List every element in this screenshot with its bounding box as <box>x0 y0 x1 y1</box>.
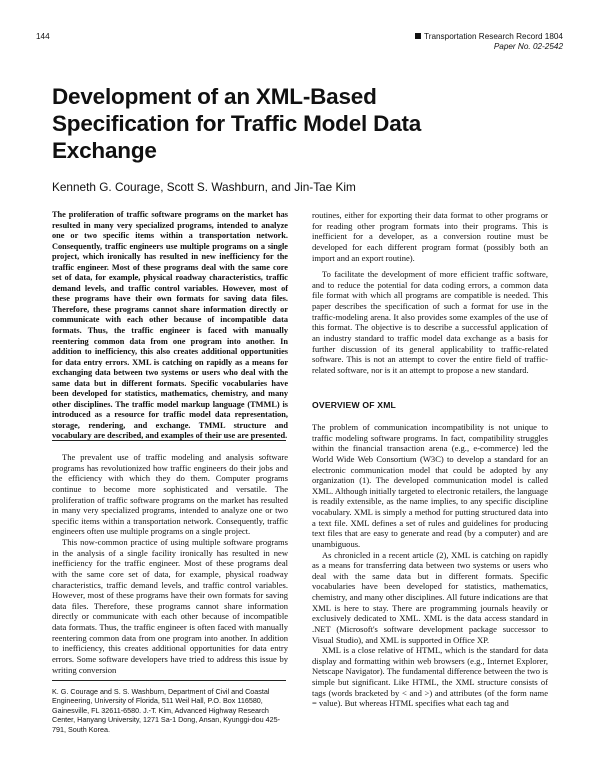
page-number: 144 <box>36 32 50 41</box>
abstract-text: The proliferation of traffic software programs on the market has resulted in many very specialized programs, intended to analyze one or two specific items within a transportation network. Consequently, traffic engineers use multiple programs on a single project, which ironically has resulted in new inefficiency for the traffic engineer. Most of these programs deal with the same core set of data, for example, physical roadway characteristics, traffic demand levels, and traffic control variables. However, most of these programs have their own formats for saving data files. Therefore, these programs cannot share information directly or communicate with each other because of incompatible data formats. Thus, the traffic engineer is faced with manually reentering common data from one program into another. In addition to inefficiency, this also creates additional opportunities for data entry errors. XML is catching on rapidly as a means for exchanging data between two systems or users who deal with the same data but in different formats. Specific vocabularies have been developed for statistics, mathematics, chemistry, and many other disciplines. The traffic model markup language (TMML) is introduced as a resource for traffic model data representation, storage, rendering, and exchange. TMML structure and vocabulary are described, and examples of their use are presented. <box>52 210 288 441</box>
abstract-divider <box>52 440 286 441</box>
author-affiliations-footnote: K. G. Courage and S. S. Washburn, Department of Civil and Coastal Engineering, University of Florida, 511 Weil Hall, P.O. Box 116580, Gainesville, FL 32611-6580. J.-T. Kim, Advanced Highway Research Center, Hanyang University, 1271 Sa-1 Dong, Ansan, Kyunggi-dou 425-791, South Korea. <box>52 687 281 734</box>
section-heading: OVERVIEW OF XML <box>312 400 397 410</box>
journal-line <box>415 32 563 42</box>
left-column-body <box>52 452 288 675</box>
paper-number: Paper No. 02-2542 <box>493 41 563 51</box>
journal-name: Transportation Research Record 1804 <box>424 32 563 41</box>
paper-authors: Kenneth G. Courage, Scott S. Washburn, and Jin-Tae Kim <box>52 180 356 194</box>
right-column-top <box>312 210 548 375</box>
body-paragraph: XML is a close relative of HTML, which is the standard for data display and formatting within web browsers (e.g., Internet Explorer, Netscape Navigator). The fundamental difference between the two is simple but significant. Like HTML, the XML structure consists of tags (words bracketed by < and >) and attributes (of the form name = value). But whereas HTML specifies what each tag and <box>312 645 548 709</box>
body-paragraph: This now-common practice of using multiple software programs in the analysis of a single facility ironically has resulted in new inefficiency for the traffic engineer. Most of these programs deal with the same core set of data, for example, physical roadway characteristics, traffic demand levels, and traffic control variables. However, most of these programs have their own formats for saving data files. Therefore, these programs cannot share information directly or communicate with each other because of incompatible data formats. Thus, the traffic engineer is often faced with manually reentering common data from one program into another. In addition to inefficiency, this creates additional opportunities for data entry errors. Some software developers have tried to address this issue by writing conversion <box>52 537 288 675</box>
right-column-bottom <box>312 422 548 709</box>
paper-title: Development of an XML-Based Specification for Traffic Model Data Exchange <box>52 84 422 163</box>
square-bullet-icon <box>415 33 421 39</box>
body-paragraph: routines, either for exporting their data format to other programs or for reading other program formats into their programs. This is inefficient for a developer, as a conversion routine must be developed for each different program format (possibly both an import and an export routine). <box>312 210 548 263</box>
body-paragraph: The problem of communication incompatibility is not unique to traffic modeling software programs. In fact, compatibility struggles within the financial transaction arena (e.g., e-commerce) led the World Wide Web Consortium (W3C) to develop a standard for an electronic communication model that could be adopted by any organization (1). The developed communication model is called XML. Although initially targeted to electronic retailers, the language is readily extensible, as the name implies, to any specific discipline vocabulary. XML is simply a method for putting structured data into a text file. XML defines a set of rules and guidelines for producing text files that are easy to generate and read (by a computer) and are unambiguous. <box>312 422 548 549</box>
abstract <box>52 210 288 442</box>
body-paragraph: To facilitate the development of more efficient traffic software, and to reduce the potential for data coding errors, a common data file format with which all programs are compatible is needed. This paper describes the specification of such a format for use in the traffic-modeling arena. It also provides some examples of the use of this format. The objective is to describe a successful application of an industry standard to traffic model data exchange as a basis for further discussion of its general applicability to traffic-related software. This is not an attempt to cover the entire field of traffic-related software, nor is it an attempt to propose a new standard. <box>312 269 548 375</box>
footnote-divider <box>52 680 286 681</box>
running-header <box>415 32 563 51</box>
body-paragraph: The prevalent use of traffic modeling and analysis software programs has revolutionized how traffic engineers do their jobs and the efficiency with which they do them. Computer programs continue to become more sophisticated and versatile. The proliferation of traffic software programs on the market has resulted in many very specialized programs, intended to analyze one or two specific items within a transportation network. Consequently, traffic engineers often use multiple programs on a single project. <box>52 452 288 537</box>
body-paragraph: As chronicled in a recent article (2), XML is catching on rapidly as a means for transferring data between two systems or users who deal with the same data but in different formats. Specific vocabularies have been developed for statistics, mathematics, chemistry, and many other disciplines. All future indications are that XML is here to stay. There are programming journals heavily or exclusively dedicated to XML. XML is the data access standard in .NET (Microsoft's software development package successor to Visual Studio), and XML is supported in Office XP. <box>312 549 548 645</box>
